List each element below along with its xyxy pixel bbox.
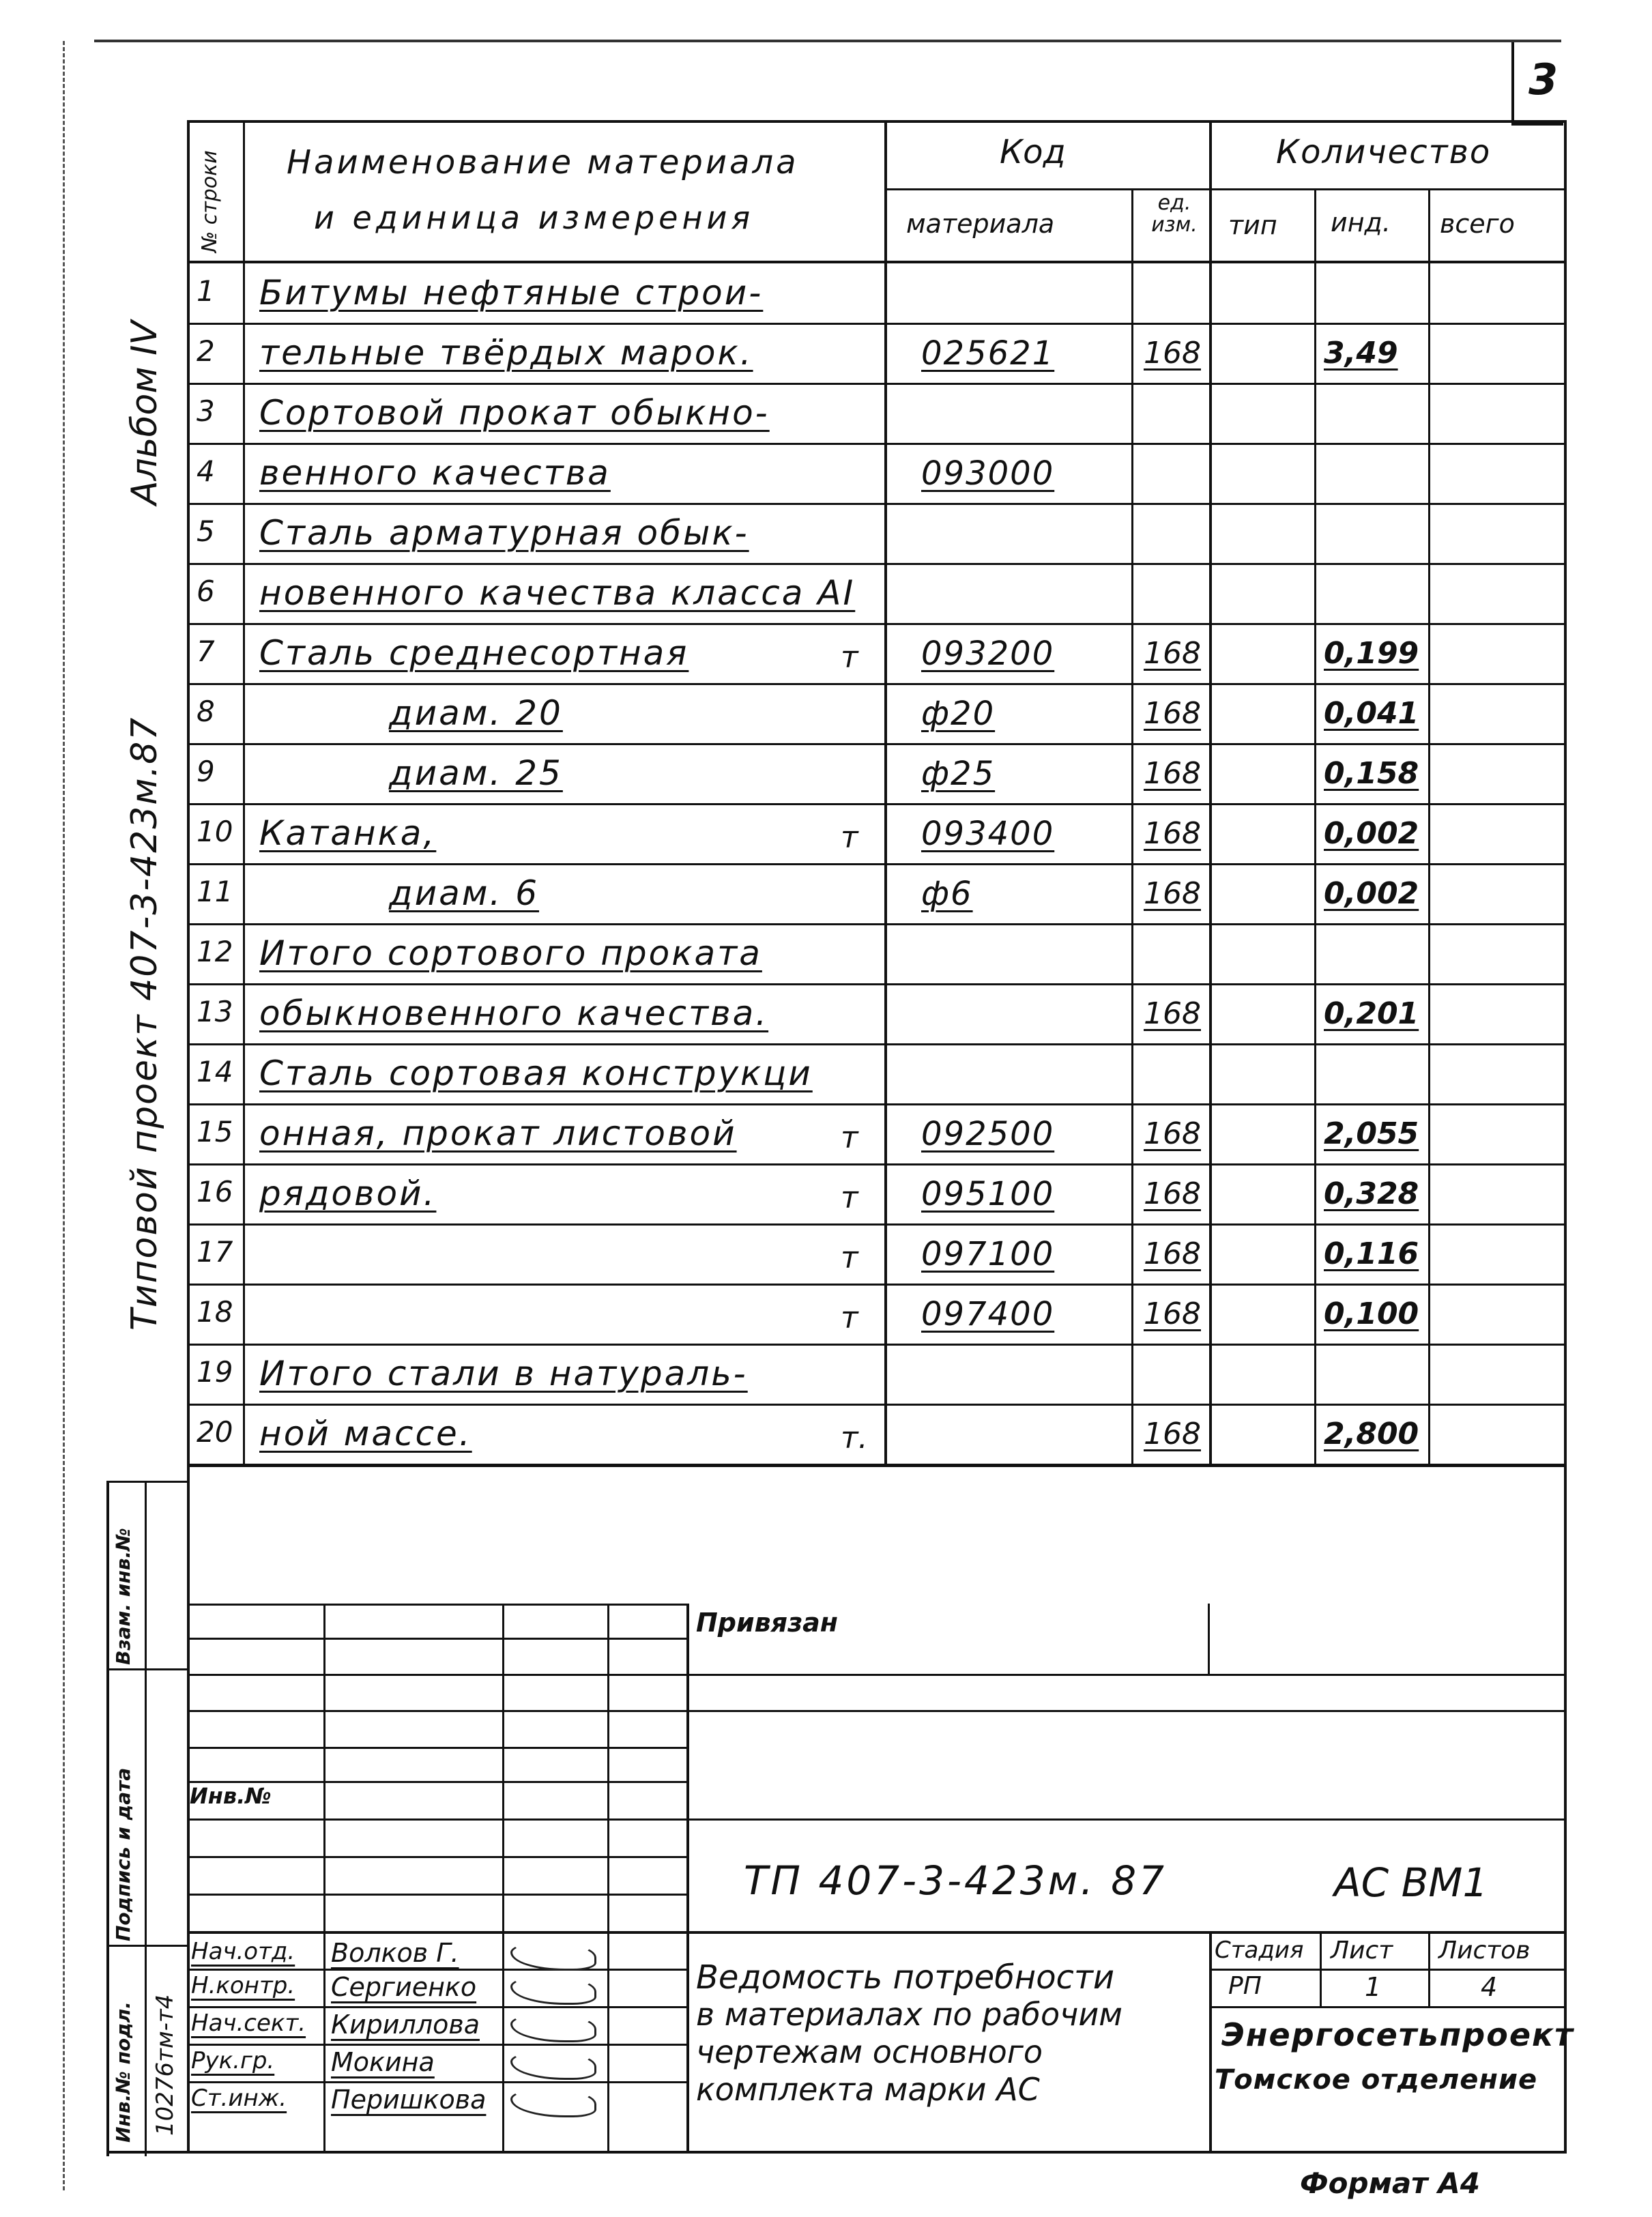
row-ind: 2,055 bbox=[1324, 1116, 1419, 1151]
row-ind: 0,002 bbox=[1324, 816, 1419, 851]
sheets-value: 4 bbox=[1481, 1972, 1498, 2002]
stamp-line-h9 bbox=[188, 1894, 686, 1896]
signature-scribble bbox=[510, 2089, 596, 2117]
row-name: Катанка, bbox=[259, 813, 437, 853]
row-number: 1 bbox=[197, 274, 215, 308]
stamp-line-v2 bbox=[502, 1604, 504, 2152]
row-name: диам. 6 bbox=[389, 873, 540, 913]
doc-title-line4: комплекта марки АС bbox=[696, 2071, 1040, 2108]
signatory-role: Ст.инж. bbox=[191, 2085, 287, 2112]
row-code: 093400 bbox=[921, 815, 1055, 853]
stage-label: Стадия bbox=[1215, 1937, 1304, 1964]
row-number: 16 bbox=[197, 1175, 233, 1208]
sheet-number: 3 bbox=[1528, 55, 1559, 104]
row-name: ной массе. bbox=[259, 1414, 472, 1453]
row-number: 15 bbox=[197, 1115, 233, 1148]
signatory-role: Рук.гр. bbox=[191, 2047, 275, 2074]
podpis-data-label: Подпись и дата bbox=[112, 1767, 134, 1941]
signatory-name: Сергиенко bbox=[331, 1972, 477, 2002]
row-ed: 168 bbox=[1144, 336, 1201, 371]
row-separator bbox=[188, 683, 1567, 685]
row-separator bbox=[188, 1223, 1567, 1226]
stamp-line-h8 bbox=[188, 1856, 686, 1858]
vzam-inv-label: Взам. инв.№ bbox=[112, 1528, 134, 1665]
margin-sep-2 bbox=[106, 1945, 188, 1947]
inv-podl-label: Инв.№ подл. bbox=[112, 2001, 134, 2143]
top-border-line bbox=[94, 40, 1561, 42]
row-separator bbox=[188, 983, 1567, 985]
margin-line-a bbox=[106, 1481, 109, 2156]
sheet-label: Лист bbox=[1331, 1937, 1393, 1965]
row-separator bbox=[188, 1344, 1567, 1346]
doc-title-line2: в материалах по рабочим bbox=[696, 1996, 1122, 2033]
stamp-line-h14 bbox=[188, 2081, 686, 2083]
row-number: 2 bbox=[197, 334, 215, 368]
stamp-line-right-h1 bbox=[1212, 1969, 1567, 1971]
row-separator bbox=[188, 443, 1567, 445]
row-ed: 168 bbox=[1144, 636, 1201, 671]
row-ind: 0,002 bbox=[1324, 876, 1419, 911]
row-separator bbox=[188, 923, 1567, 925]
row-ed: 168 bbox=[1144, 876, 1201, 911]
row-ind: 2,800 bbox=[1324, 1417, 1419, 1451]
album-label: Альбом IV bbox=[124, 320, 165, 505]
row-unit: т bbox=[841, 640, 858, 675]
row-number: 5 bbox=[197, 515, 215, 548]
row-separator bbox=[188, 323, 1567, 325]
row-name: диам. 25 bbox=[389, 753, 563, 793]
header-name-line1: Наименование материала bbox=[287, 143, 799, 182]
row-ind: 3,49 bbox=[1324, 336, 1398, 371]
doc-title-line3: чертежам основного bbox=[696, 2033, 1043, 2070]
row-code: ф6 bbox=[921, 875, 973, 913]
row-ind: 0,158 bbox=[1324, 756, 1419, 791]
row-separator bbox=[188, 623, 1567, 625]
organization-line1: Энергосетьпроект bbox=[1221, 2016, 1574, 2053]
row-ed: 168 bbox=[1144, 1236, 1201, 1271]
row-number: 8 bbox=[197, 695, 215, 728]
row-number: 10 bbox=[197, 815, 233, 848]
row-separator bbox=[188, 1163, 1567, 1165]
stamp-line-h10 bbox=[188, 1931, 1567, 1934]
row-name: Сортовой прокат обыкно- bbox=[259, 393, 770, 433]
stamp-line-v4 bbox=[686, 1604, 689, 2152]
row-number: 13 bbox=[197, 995, 233, 1028]
row-separator bbox=[188, 1464, 1567, 1466]
row-name: Итого стали в натураль- bbox=[259, 1354, 748, 1393]
organization-line2: Томское отделение bbox=[1215, 2064, 1538, 2096]
header-code: Код bbox=[1000, 133, 1066, 171]
row-separator bbox=[188, 563, 1567, 565]
row-name: Сталь арматурная обык- bbox=[259, 513, 749, 553]
row-number: 6 bbox=[197, 575, 215, 608]
row-ed: 168 bbox=[1144, 1116, 1201, 1151]
row-unit: т bbox=[841, 1120, 858, 1155]
stamp-line-h7 bbox=[188, 1818, 1567, 1821]
row-number: 17 bbox=[197, 1235, 233, 1269]
stamp-line-h4 bbox=[188, 1710, 1567, 1712]
signatory-role: Н.контр. bbox=[191, 1972, 295, 1999]
row-unit: т bbox=[841, 1241, 858, 1275]
col-line-ed bbox=[1209, 120, 1212, 1464]
row-ind: 0,116 bbox=[1324, 1236, 1419, 1271]
margin-sep-1 bbox=[106, 1668, 188, 1670]
signature-scribble bbox=[510, 2051, 596, 2080]
row-ed: 168 bbox=[1144, 996, 1201, 1031]
row-separator bbox=[188, 1103, 1567, 1105]
row-name: Сталь среднесортная bbox=[259, 633, 689, 673]
margin-top-line bbox=[106, 1481, 188, 1483]
header-mid-line bbox=[887, 188, 1567, 190]
stamp-line-v5 bbox=[1208, 1604, 1210, 1676]
row-number: 18 bbox=[197, 1295, 233, 1329]
row-separator bbox=[188, 1043, 1567, 1045]
row-name: обыкновенного качества. bbox=[259, 994, 769, 1033]
row-code: 093200 bbox=[921, 635, 1055, 673]
row-number: 3 bbox=[197, 394, 215, 428]
header-name-line2: и единица измерения bbox=[314, 199, 755, 236]
table-top-line bbox=[188, 120, 1567, 123]
header-bottom-line bbox=[188, 261, 1567, 263]
row-ed: 168 bbox=[1144, 1176, 1201, 1211]
row-ed: 168 bbox=[1144, 756, 1201, 791]
inv-no-label: Инв.№ bbox=[190, 1783, 272, 1809]
table-right-line bbox=[1564, 120, 1567, 2154]
row-ind: 0,201 bbox=[1324, 996, 1419, 1031]
row-separator bbox=[188, 503, 1567, 505]
row-separator bbox=[188, 743, 1567, 745]
row-ind: 0,041 bbox=[1324, 696, 1419, 731]
table-left-line bbox=[187, 120, 190, 2154]
row-number: 11 bbox=[197, 875, 233, 908]
project-label: Типовой проект 407-3-423м.87 bbox=[124, 716, 165, 1331]
row-name: Битумы нефтяные строи- bbox=[259, 273, 764, 313]
row-ed: 168 bbox=[1144, 1417, 1201, 1451]
row-name: Сталь сортовая конструкци bbox=[259, 1054, 813, 1093]
signatory-role: Нач.сект. bbox=[191, 2010, 306, 2037]
stamp-line-right-h2 bbox=[1212, 2006, 1567, 2008]
stamp-line-h12 bbox=[188, 2006, 686, 2008]
stamp-line-v3 bbox=[607, 1604, 609, 2152]
sheet-value: 1 bbox=[1365, 1972, 1382, 2002]
row-number: 12 bbox=[197, 935, 233, 968]
row-name: новенного качества класса АI bbox=[259, 573, 856, 613]
row-number: 20 bbox=[197, 1415, 233, 1449]
row-code: 095100 bbox=[921, 1175, 1055, 1213]
document-mark: АС ВМ1 bbox=[1334, 1859, 1488, 1906]
row-number: 14 bbox=[197, 1055, 233, 1088]
row-ind: 0,328 bbox=[1324, 1176, 1419, 1211]
row-number: 19 bbox=[197, 1355, 233, 1389]
format-label: Формат А4 bbox=[1300, 2167, 1480, 2200]
row-code: ф20 bbox=[921, 695, 996, 733]
stamp-line-h11 bbox=[188, 1969, 686, 1971]
row-code: ф25 bbox=[921, 755, 996, 793]
row-unit: т bbox=[841, 820, 858, 855]
row-code: 097100 bbox=[921, 1235, 1055, 1273]
row-ind: 0,199 bbox=[1324, 636, 1419, 671]
header-row-no: № строки bbox=[198, 150, 222, 252]
row-separator bbox=[188, 1284, 1567, 1286]
margin-line-b bbox=[145, 1481, 147, 2156]
row-ed: 168 bbox=[1144, 696, 1201, 731]
row-separator bbox=[188, 1404, 1567, 1406]
stage-value: РП bbox=[1228, 1972, 1262, 2000]
row-separator bbox=[188, 863, 1567, 865]
row-name: венного качества bbox=[259, 453, 611, 493]
doc-title-line1: Ведомость потребности bbox=[696, 1958, 1115, 1997]
row-name: онная, прокат листовой bbox=[259, 1114, 737, 1153]
row-unit: т bbox=[841, 1301, 858, 1335]
stamp-line-h5 bbox=[188, 1747, 686, 1749]
col-line-name bbox=[884, 120, 887, 1464]
stamp-line-v6 bbox=[1209, 1931, 1212, 2152]
row-code: 097400 bbox=[921, 1295, 1055, 1333]
signatory-name: Кириллова bbox=[331, 2010, 480, 2040]
sheets-label: Листов bbox=[1438, 1937, 1531, 1965]
row-unit: т bbox=[841, 1180, 858, 1215]
row-name: Итого сортового проката bbox=[259, 933, 762, 973]
stamp-line-v8 bbox=[1428, 1931, 1430, 2006]
header-code-material: материала bbox=[906, 209, 1055, 239]
signatory-name: Перишкова bbox=[331, 2085, 487, 2115]
row-code: 025621 bbox=[921, 334, 1055, 373]
signatory-name: Волков Г. bbox=[331, 1938, 459, 1968]
row-number: 4 bbox=[197, 454, 215, 488]
col-line-code bbox=[1131, 190, 1133, 1464]
stamp-line-h3 bbox=[188, 1674, 1567, 1676]
left-cut-edge bbox=[63, 41, 69, 2190]
row-name: рядовой. bbox=[259, 1174, 437, 1213]
col-line-tip bbox=[1314, 190, 1316, 1464]
row-code: 092500 bbox=[921, 1115, 1055, 1153]
row-code: 093000 bbox=[921, 454, 1055, 493]
header-code-unit: ед. изм. bbox=[1151, 191, 1198, 237]
header-quantity: Количество bbox=[1276, 133, 1492, 171]
designation: ТП 407-3-423м. 87 bbox=[744, 1857, 1168, 1904]
col-line-ind bbox=[1428, 190, 1430, 1464]
stamp-line-v7 bbox=[1320, 1931, 1322, 2006]
row-ed: 168 bbox=[1144, 816, 1201, 851]
stamp-line-h15 bbox=[106, 2151, 1567, 2154]
row-number: 9 bbox=[197, 755, 215, 788]
row-ed: 168 bbox=[1144, 1296, 1201, 1331]
signature-scribble bbox=[510, 1942, 596, 1971]
signature-scribble bbox=[510, 1976, 596, 2005]
row-name: диам. 20 bbox=[389, 693, 563, 733]
row-separator bbox=[188, 383, 1567, 385]
inv-value: 10276тм-т4 bbox=[151, 1994, 179, 2136]
row-ind: 0,100 bbox=[1324, 1296, 1419, 1331]
row-separator bbox=[188, 803, 1567, 805]
signatory-role: Нач.отд. bbox=[191, 1938, 295, 1965]
stamp-line-h13 bbox=[188, 2044, 686, 2046]
stamp-line-v1 bbox=[323, 1604, 325, 2152]
row-number: 7 bbox=[197, 635, 215, 668]
header-qty-type: тип bbox=[1228, 210, 1277, 240]
privyazan-label: Привязан bbox=[696, 1608, 839, 1638]
col-line-no bbox=[243, 120, 245, 1464]
signature-scribble bbox=[510, 2014, 596, 2042]
stamp-line-h2 bbox=[188, 1638, 686, 1640]
row-unit: т. bbox=[841, 1421, 868, 1455]
signatory-name: Мокина bbox=[331, 2047, 435, 2077]
row-name: тельные твёрдых марок. bbox=[259, 333, 753, 373]
header-qty-ind: инд. bbox=[1331, 207, 1391, 237]
header-qty-total: всего bbox=[1440, 209, 1515, 239]
stamp-line-h1 bbox=[188, 1604, 686, 1606]
